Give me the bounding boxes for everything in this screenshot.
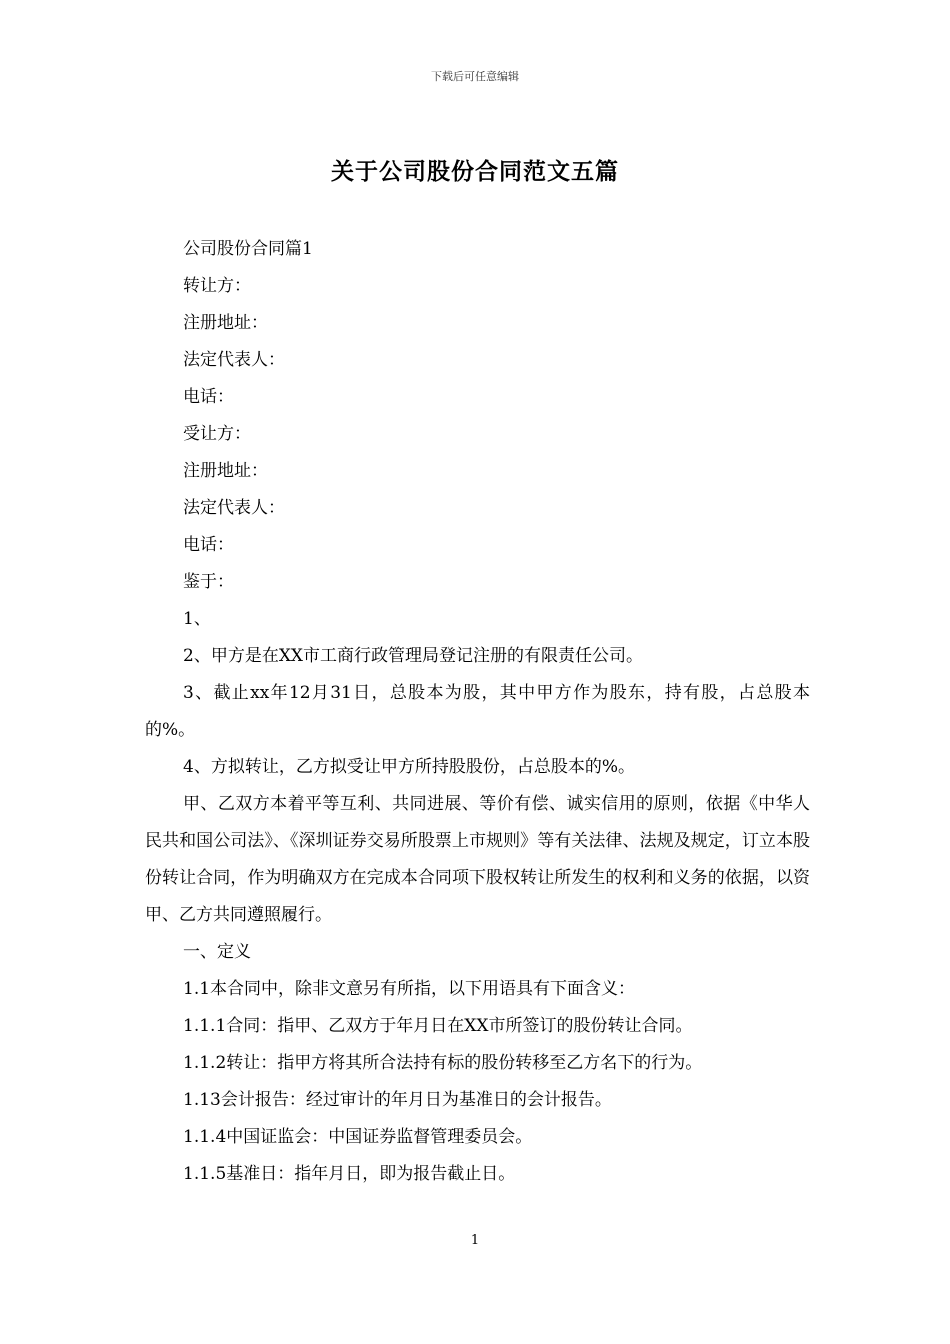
- clause-1-1: 1.1本合同中，除非文意另有所指，以下用语具有下面含义：: [183, 979, 636, 999]
- clause-1-1-3: 1.13会计报告：经过审计的年月日为基准日的会计报告。: [183, 1090, 612, 1110]
- transferor-address-label: 注册地址：: [183, 313, 268, 333]
- transferee-label: 受让方：: [183, 424, 251, 444]
- document-body: [145, 231, 810, 1193]
- whereas-item-2: 2、甲方是在XX市工商行政管理局登记注册的有限责任公司。: [183, 646, 644, 666]
- transferee-address-label: 注册地址：: [183, 461, 268, 481]
- clause-1-1-2: 1.1.2转让：指甲方将其所合法持有标的股份转移至乙方名下的行为。: [183, 1053, 703, 1073]
- transferor-phone-label: 电话：: [183, 387, 234, 407]
- whereas-item-3: 3、截止xx年12月31日，总股本为股，其中甲方作为股东，持有股，占总股本的%。: [145, 683, 810, 740]
- preamble-paragraph: 甲、乙双方本着平等互利、共同进展、等价有偿、诚实信用的原则，依据《中华人民共和国公司法》、《深圳证券交易所股票上市规则》等有关法律、法规及规定，订立本股份转让合同，作为明确双方在完成本合同项下股权转让所发生的权利和义务的依据，以资甲、乙方共同遵照履行。: [145, 794, 810, 925]
- transferor-label: 转让方：: [183, 276, 251, 296]
- transferee-representative-label: 法定代表人：: [183, 498, 285, 518]
- whereas-item-4: 4、方拟转让，乙方拟受让甲方所持股股份，占总股本的%。: [183, 757, 635, 777]
- transferor-representative-label: 法定代表人：: [183, 350, 285, 370]
- header-note: 下载后可任意编辑: [431, 70, 519, 83]
- whereas-label: 鉴于：: [183, 572, 234, 592]
- section-heading: 公司股份合同篇1: [183, 239, 313, 259]
- clause-1-1-1: 1.1.1合同：指甲、乙双方于年月日在XX市所签订的股份转让合同。: [183, 1016, 693, 1036]
- document-title: 关于公司股份合同范文五篇: [331, 158, 619, 185]
- page-number: 1: [470, 1233, 480, 1248]
- clause-1-1-5: 1.1.5基准日：指年月日，即为报告截止日。: [183, 1164, 516, 1184]
- definitions-heading: 一、定义: [183, 942, 251, 962]
- clause-1-1-4: 1.1.4中国证监会：中国证券监督管理委员会。: [183, 1127, 533, 1147]
- transferee-phone-label: 电话：: [183, 535, 234, 555]
- whereas-item-1: 1、: [183, 609, 211, 629]
